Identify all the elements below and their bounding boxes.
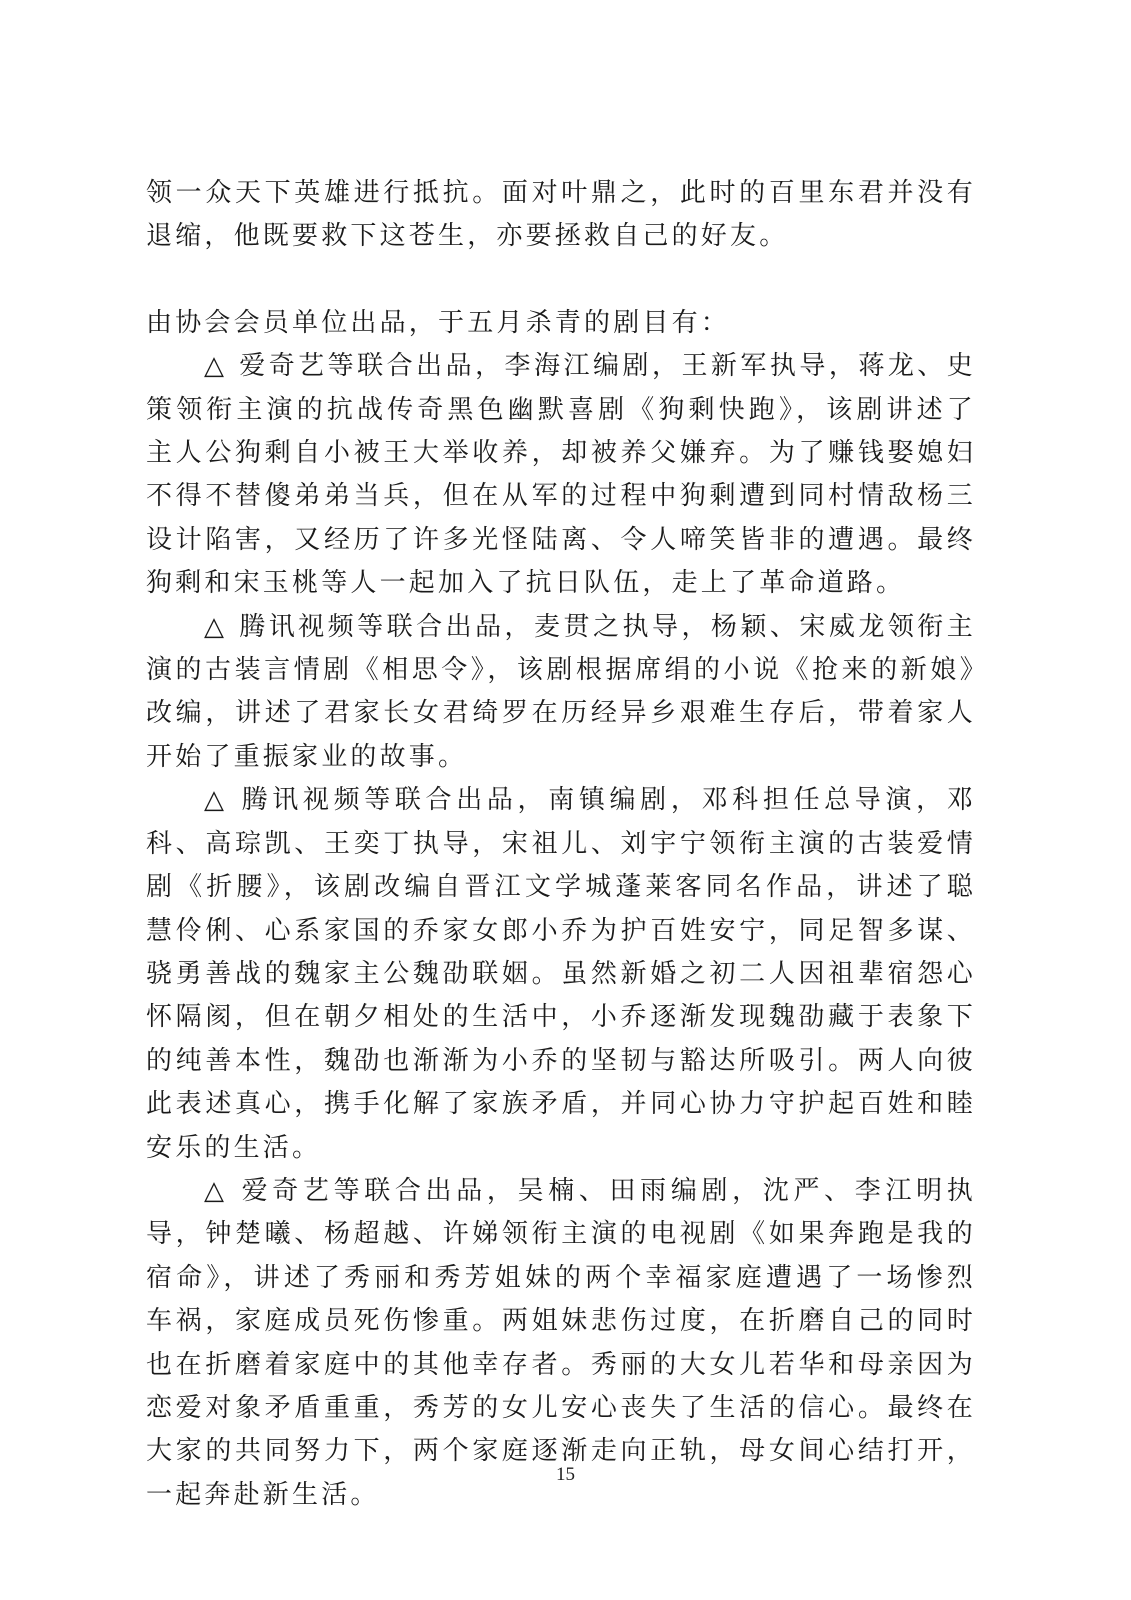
list-item-zheyao: △ 腾讯视频等联合出品，南镇编剧，邓科担任总导演，邓科、高琮凯、王奕丁执导，宋祖儿、刘宇宁领衔主演的古装爱情剧《折腰》，该剧改编自晋江文学城蓬莱客同名作品，讲述了聪慧伶俐、心系家国的乔家女郎小乔为护百姓安宁，同足智多谋、骁勇善战的魏家主公魏劭联姻。虽然新婚之初二人因祖辈宿怨心怀隔阂，但在朝夕相处的生活中，小乔逐渐发现魏劭藏于表象下的纯善本性，魏劭也渐渐为小乔的坚韧与豁达所吸引。两人向彼此表述真心，携手化解了家族矛盾，并同心协力守护起百姓和睦安乐的生活。 — [146, 785, 976, 1163]
list-item-gousheng-kuaipao: △ 爱奇艺等联合出品，李海江编剧，王新军执导，蒋龙、史策领衔主演的抗战传奇黑色幽默喜剧《狗剩快跑》，该剧讲述了主人公狗剩自小被王大举收养，却被养父嫌弃。为了赚钱娶媳妇不得不替傻弟弟当兵，但在从军的过程中狗剩遭到同村情敌杨三设计陷害，又经历了许多光怪陆离、令人啼笑皆非的遭遇。最终狗剩和宋玉桃等人一起加入了抗日队伍，走上了革命道路。 — [146, 351, 976, 599]
paragraph-continuation: 领一众天下英雄进行抵抗。面对叶鼎之，此时的百里东君并没有退缩，他既要救下这苍生，亦要拯救自己的好友。 — [146, 178, 976, 252]
document-body — [146, 172, 976, 1517]
list-item-ruguo-benpao: △ 爱奇艺等联合出品，吴楠、田雨编剧，沈严、李江明执导，钟楚曦、杨超越、许娣领衔主演的电视剧《如果奔跑是我的宿命》，讲述了秀丽和秀芳姐妹的两个幸福家庭遭遇了一场惨烈车祸，家庭成员死伤惨重。两姐妹悲伤过度，在折磨自己的同时也在折磨着家庭中的其他幸存者。秀丽的大女儿若华和母亲因为恋爱对象矛盾重重，秀芳的女儿安心丧失了生活的信心。最终在大家的共同努力下，两个家庭逐渐走向正轨，母女间心结打开，一起奔赴新生活。 — [146, 1175, 976, 1510]
paragraph-intro: 由协会会员单位出品，于五月杀青的剧目有： — [146, 307, 731, 338]
page-number: 15 — [556, 1464, 575, 1485]
list-item-xiangsiling: △ 腾讯视频等联合出品，麦贯之执导，杨颖、宋威龙领衔主演的古装言情剧《相思令》，该剧根据席绢的小说《抢来的新娘》改编，讲述了君家长女君绮罗在历经异乡艰难生存后，带着家人开始了重振家业的故事。 — [146, 611, 976, 772]
